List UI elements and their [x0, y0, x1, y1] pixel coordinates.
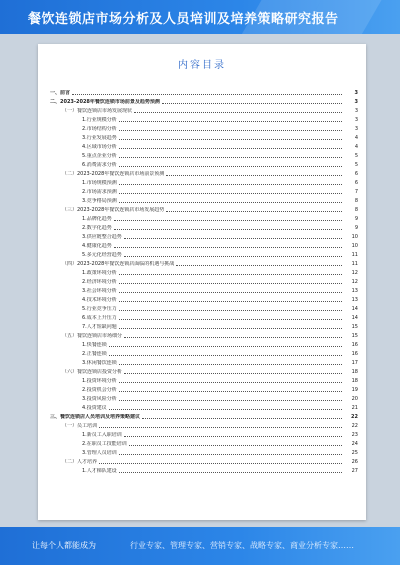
toc-entry[interactable] [48, 303, 358, 312]
toc-entry-page: 13 [351, 288, 358, 294]
toc-entry-page: 14 [351, 315, 358, 321]
toc-entry[interactable] [48, 312, 358, 321]
toc-entry-page: 8 [354, 198, 358, 204]
toc-entry-label: （二）人才培养 [62, 459, 98, 465]
toc-entry-page: 25 [351, 450, 358, 456]
toc-leader-dots [134, 112, 342, 113]
toc-entry-label: （一）员工培训 [62, 423, 98, 429]
toc-entry-label: 1.市场规模预测 [82, 180, 117, 186]
toc-entry-label: 1.快餐连锁 [82, 342, 107, 348]
toc-leader-dots [119, 472, 342, 473]
toc-entry-page: 27 [351, 468, 358, 474]
toc-entry-label: 3.行业发展趋势 [82, 135, 117, 141]
toc-entry-page: 12 [351, 270, 358, 276]
toc-entry[interactable] [48, 123, 358, 132]
toc-entry-page: 16 [351, 351, 358, 357]
toc-entry[interactable] [48, 87, 358, 96]
toc-heading: 内容目录 [178, 60, 226, 71]
toc-leader-dots [99, 463, 342, 464]
toc-leader-dots [162, 103, 342, 104]
toc-entry-label: 3.竞争格局预测 [82, 198, 117, 204]
toc-entry-label: 5.重点企业分析 [82, 153, 117, 159]
toc-leader-dots [119, 400, 342, 401]
toc-entry-page: 6 [354, 180, 358, 186]
toc-entry-page: 23 [351, 432, 358, 438]
toc-entry-label: 1.行业规模分析 [82, 117, 117, 123]
toc-entry-label: （三）2023-2028年餐饮连锁店市场发展趋势 [62, 207, 165, 213]
toc-entry[interactable] [48, 96, 358, 105]
toc-entry[interactable] [48, 357, 358, 366]
toc-leader-dots [142, 418, 342, 419]
toc-leader-dots [109, 355, 342, 356]
toc-entry-label: 4.投资建议 [82, 405, 107, 411]
toc-leader-dots [119, 274, 342, 275]
footer-tagline: 行业专家、管理专家、营销专家、战略专家、商业分析专家…… [130, 541, 354, 550]
toc-leader-dots [124, 256, 342, 257]
toc-entry-page: 3 [354, 99, 358, 105]
toc-entry-label: 1.品牌化趋势 [82, 216, 112, 222]
toc-entry-page: 13 [351, 297, 358, 303]
toc-entry-page: 21 [351, 405, 358, 411]
toc-entry[interactable] [48, 447, 358, 456]
toc-leader-dots [124, 436, 342, 437]
toc-entry[interactable] [48, 348, 358, 357]
toc-leader-dots [119, 364, 342, 365]
toc-entry-page: 12 [351, 279, 358, 285]
toc-entry-page: 5 [354, 153, 358, 159]
toc-leader-dots [119, 292, 342, 293]
toc-entry[interactable] [48, 456, 358, 465]
toc-leader-dots [166, 211, 342, 212]
toc-entry[interactable] [48, 375, 358, 384]
toc-entry[interactable] [48, 384, 358, 393]
toc-entry-page: 24 [351, 441, 358, 447]
toc-leader-dots [114, 220, 342, 221]
toc-entry-page: 4 [354, 135, 358, 141]
toc-leader-dots [119, 130, 342, 131]
toc-entry-label: 5.行业竞争压力 [82, 306, 117, 312]
toc-entry-label: 6.成本上升压力 [82, 315, 117, 321]
toc-entry-label: （四）2023-2028年餐饮连锁店面临的机遇与挑战 [62, 261, 175, 267]
toc-entry[interactable] [48, 204, 358, 213]
toc-leader-dots [176, 265, 342, 266]
table-of-contents [48, 87, 358, 474]
report-title: 餐饮连锁店市场分析及人员培训及培养策略研究报告 [28, 12, 339, 27]
toc-entry-label: 1.投资环境分析 [82, 378, 117, 384]
toc-leader-dots [119, 184, 342, 185]
toc-leader-dots [124, 373, 342, 374]
toc-entry-label: 4.健康化趋势 [82, 243, 112, 249]
toc-leader-dots [119, 382, 342, 383]
toc-leader-dots [119, 454, 342, 455]
toc-entry-page: 26 [351, 459, 358, 465]
toc-entry-label: 二、2023-2028年餐饮连锁市场前景及趋势预测 [50, 99, 160, 105]
toc-entry[interactable] [48, 402, 358, 411]
toc-entry-page: 7 [354, 189, 358, 195]
toc-leader-dots [99, 427, 342, 428]
toc-entry-label: 2.投资机会分析 [82, 387, 117, 393]
toc-leader-dots [129, 445, 342, 446]
toc-entry[interactable] [48, 411, 358, 420]
toc-entry[interactable] [48, 258, 358, 267]
toc-entry-label: 3.管理人员培训 [82, 450, 117, 456]
toc-entry-page: 17 [351, 360, 358, 366]
toc-entry[interactable] [48, 186, 358, 195]
header-banner [0, 0, 400, 34]
toc-entry-page: 6 [354, 171, 358, 177]
toc-leader-dots [119, 148, 342, 149]
toc-entry-label: 三、餐饮连锁店人员培训及培养策略建议 [50, 414, 141, 420]
toc-leader-dots [119, 310, 342, 311]
toc-entry-page: 14 [351, 306, 358, 312]
toc-entry[interactable] [48, 285, 358, 294]
toc-entry[interactable] [48, 114, 358, 123]
toc-entry[interactable] [48, 438, 358, 447]
toc-entry[interactable] [48, 276, 358, 285]
toc-entry[interactable] [48, 393, 358, 402]
toc-entry-page: 15 [351, 333, 358, 339]
toc-entry-label: （五）餐饮连锁店市场细分 [62, 333, 123, 339]
toc-leader-dots [119, 166, 342, 167]
toc-entry-label: 3.投资风险分析 [82, 396, 117, 402]
toc-entry-label: 2.经济环境分析 [82, 279, 117, 285]
toc-entry-page: 9 [354, 216, 358, 222]
toc-entry-page: 11 [351, 261, 358, 267]
toc-entry-label: 1.新员工入职培训 [82, 432, 122, 438]
toc-entry-label: 2.市场需求预测 [82, 189, 117, 195]
toc-entry-page: 22 [351, 423, 358, 429]
toc-entry-label: 4.技术环境分析 [82, 297, 117, 303]
toc-entry-label: 一、前言 [50, 90, 71, 96]
toc-entry[interactable] [48, 159, 358, 168]
toc-entry-label: 2.在职员工技能培训 [82, 441, 127, 447]
toc-leader-dots [109, 409, 342, 410]
toc-entry-page: 10 [351, 243, 358, 249]
toc-entry-label: 3.社会环境分析 [82, 288, 117, 294]
toc-entry-page: 3 [354, 126, 358, 132]
toc-entry-page: 3 [354, 117, 358, 123]
toc-entry-page: 10 [351, 234, 358, 240]
toc-leader-dots [124, 337, 342, 338]
toc-entry-label: 3.休闲餐饮连锁 [82, 360, 117, 366]
toc-entry-page: 8 [354, 207, 358, 213]
toc-leader-dots [119, 202, 342, 203]
toc-entry-page: 11 [351, 252, 358, 258]
toc-entry-label: 3.供应链整合趋势 [82, 234, 122, 240]
toc-leader-dots [114, 247, 342, 248]
toc-entry-label: （二）2023-2028年餐饮连锁店市场前景预测 [62, 171, 165, 177]
toc-leader-dots [119, 301, 342, 302]
toc-entry[interactable] [48, 366, 358, 375]
toc-entry-page: 19 [351, 387, 358, 393]
toc-entry-label: 5.多元化经营趋势 [82, 252, 122, 258]
toc-entry[interactable] [48, 150, 358, 159]
toc-entry-label: 2.数字化趋势 [82, 225, 112, 231]
toc-entry[interactable] [48, 267, 358, 276]
toc-entry-page: 5 [354, 162, 358, 168]
toc-entry[interactable] [48, 141, 358, 150]
toc-entry-label: 1.人才梯队建设 [82, 468, 117, 474]
toc-entry[interactable] [48, 465, 358, 474]
toc-leader-dots [72, 94, 342, 95]
toc-entry-label: 2.正餐连锁 [82, 351, 107, 357]
toc-leader-dots [119, 391, 342, 392]
footer-banner [0, 527, 400, 565]
toc-leader-dots [119, 319, 342, 320]
toc-leader-dots [119, 121, 342, 122]
toc-entry[interactable] [48, 429, 358, 438]
toc-entry[interactable] [48, 222, 358, 231]
toc-entry[interactable] [48, 240, 358, 249]
toc-entry-page: 16 [351, 342, 358, 348]
toc-entry[interactable] [48, 213, 358, 222]
toc-leader-dots [119, 139, 342, 140]
toc-entry-page: 3 [354, 90, 358, 96]
toc-entry[interactable] [48, 321, 358, 330]
toc-entry-label: （六）餐饮连锁店投资分析 [62, 369, 123, 375]
toc-leader-dots [166, 175, 342, 176]
toc-entry-label: 1.政策环境分析 [82, 270, 117, 276]
toc-entry-page: 4 [354, 144, 358, 150]
toc-entry-label: （一）餐饮连锁店市场发展现状 [62, 108, 133, 114]
document-page [38, 44, 366, 520]
toc-leader-dots [119, 283, 342, 284]
toc-leader-dots [109, 346, 342, 347]
toc-entry-label: 2.市场结构分析 [82, 126, 117, 132]
footer-slogan: 让每个人都能成为 [32, 541, 96, 550]
toc-entry[interactable] [48, 294, 358, 303]
toc-entry-label: 6.消费需求分析 [82, 162, 117, 168]
toc-entry-page: 18 [351, 369, 358, 375]
toc-entry[interactable] [48, 249, 358, 258]
toc-entry-page: 9 [354, 225, 358, 231]
toc-entry-page: 20 [351, 396, 358, 402]
toc-entry[interactable] [48, 420, 358, 429]
toc-entry[interactable] [48, 231, 358, 240]
toc-leader-dots [124, 238, 342, 239]
toc-entry[interactable] [48, 105, 358, 114]
toc-entry[interactable] [48, 330, 358, 339]
toc-leader-dots [119, 328, 342, 329]
toc-entry-page: 18 [351, 378, 358, 384]
toc-leader-dots [119, 193, 342, 194]
toc-entry[interactable] [48, 177, 358, 186]
toc-entry-page: 3 [354, 108, 358, 114]
toc-entry-page: 15 [351, 324, 358, 330]
toc-entry[interactable] [48, 168, 358, 177]
toc-entry-label: 7.人才短缺问题 [82, 324, 117, 330]
toc-leader-dots [114, 229, 342, 230]
toc-entry[interactable] [48, 195, 358, 204]
toc-entry-page: 22 [351, 414, 358, 420]
toc-entry[interactable] [48, 132, 358, 141]
toc-entry-label: 4.区域市场分析 [82, 144, 117, 150]
toc-leader-dots [119, 157, 342, 158]
toc-entry[interactable] [48, 339, 358, 348]
